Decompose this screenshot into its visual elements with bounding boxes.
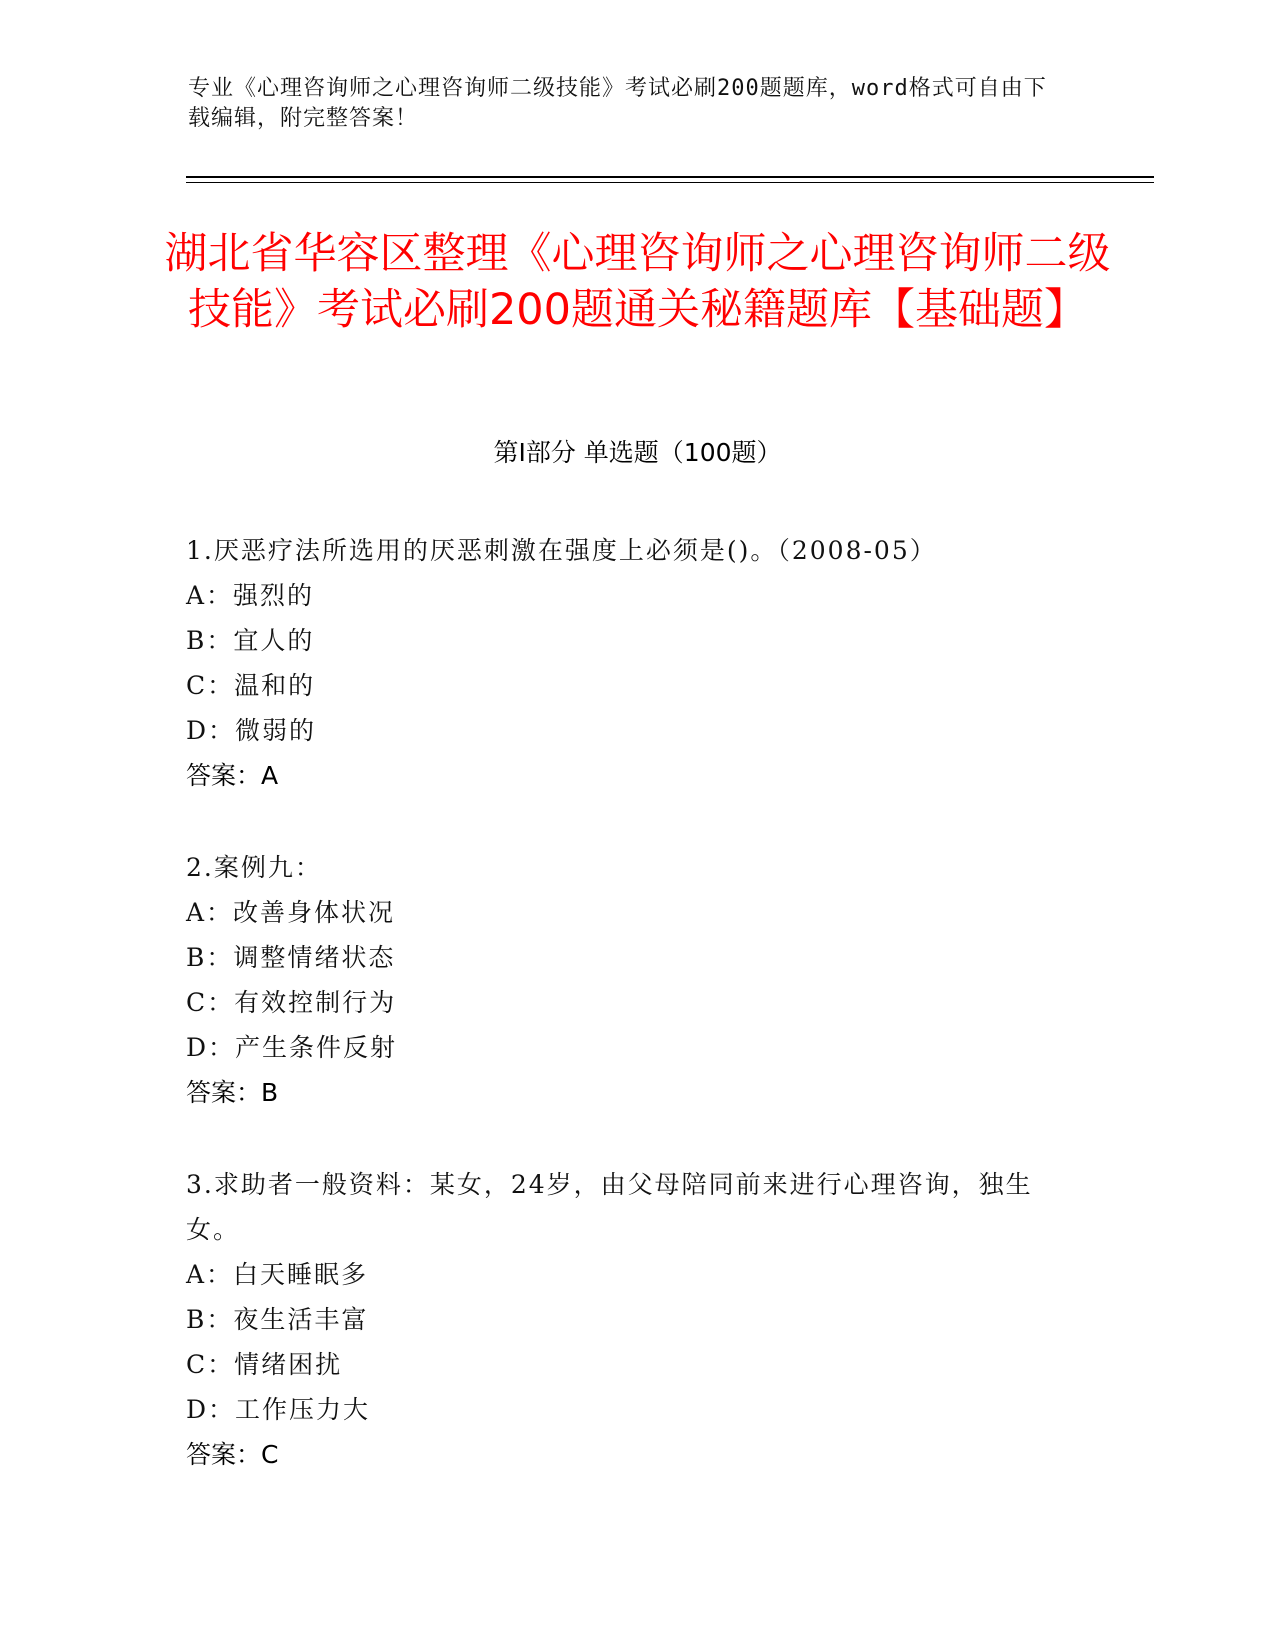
question-stem: 2.案例九： xyxy=(186,853,322,882)
question-stem: 3.求助者一般资料：某女，24岁，由父母陪同前来进行心理咨询，独生女。 xyxy=(186,1170,1033,1244)
option-a: A：白天睡眠多 xyxy=(186,1260,369,1289)
answer-line: 答案：A xyxy=(186,761,279,790)
option-c: C：情绪困扰 xyxy=(186,1350,343,1379)
question-1 xyxy=(186,528,1086,798)
question-list xyxy=(186,528,1086,1524)
option-d: D：工作压力大 xyxy=(186,1395,371,1424)
document-title: 湖北省华容区整理《心理咨询师之心理咨询师二级技能》考试必刷200题通关秘籍题库【基础题】 xyxy=(164,229,1111,335)
option-b: B：调整情绪状态 xyxy=(186,943,396,972)
option-a: A：改善身体状况 xyxy=(186,898,396,927)
option-a: A：强烈的 xyxy=(186,581,315,610)
option-d: D：产生条件反射 xyxy=(186,1033,398,1062)
section-title: 第Ⅰ部分 单选题（100题） xyxy=(493,438,782,467)
header-rule-thin xyxy=(186,182,1154,183)
header-rule-thick xyxy=(186,176,1154,178)
answer-line: 答案：B xyxy=(186,1078,279,1107)
question-3 xyxy=(186,1162,1086,1477)
option-c: C：有效控制行为 xyxy=(186,988,397,1017)
option-d: D：微弱的 xyxy=(186,716,317,745)
option-b: B：夜生活丰富 xyxy=(186,1305,369,1334)
header-note: 专业《心理咨询师之心理咨询师二级技能》考试必刷200题题库，word格式可自由下载编辑，附完整答案！ xyxy=(188,76,1047,131)
question-2 xyxy=(186,845,1086,1115)
option-c: C：温和的 xyxy=(186,671,316,700)
question-stem: 1.厌恶疗法所选用的厌恶刺激在强度上必须是()。（2008-05） xyxy=(186,536,937,565)
answer-line: 答案：C xyxy=(186,1440,279,1469)
option-b: B：宜人的 xyxy=(186,626,315,655)
